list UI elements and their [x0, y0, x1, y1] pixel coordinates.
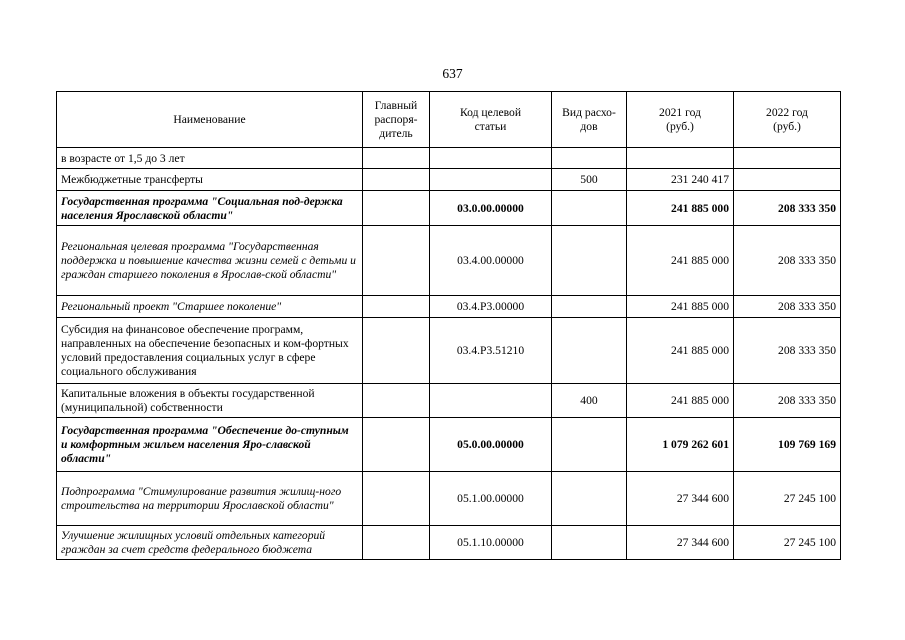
row-name-cell: Подпрограмма "Стимулирование развития жилищ-ного строительства на территории Ярославской области": [57, 472, 363, 526]
row-name-cell: в возрасте от 1,5 до 3 лет: [57, 148, 363, 169]
row-manager-cell: [363, 226, 430, 296]
row-type-cell: [552, 148, 627, 169]
row-type-cell: [552, 226, 627, 296]
header-type: Вид расхо- дов: [552, 92, 627, 148]
row-type-cell: 400: [552, 384, 627, 418]
row-2021-cell: 241 885 000: [627, 296, 734, 318]
header-2021: 2021 год (руб.): [627, 92, 734, 148]
row-code-cell: 05.1.00.00000: [430, 472, 552, 526]
header-name: Наименование: [57, 92, 363, 148]
table-row: [57, 526, 841, 560]
row-2021-cell: 231 240 417: [627, 169, 734, 191]
row-2022-cell: 208 333 350: [734, 226, 841, 296]
row-manager-cell: [363, 384, 430, 418]
row-name-cell: Капитальные вложения в объекты государственной (муниципальной) собственности: [57, 384, 363, 418]
table-row: [57, 169, 841, 191]
row-2021-cell: 1 079 262 601: [627, 418, 734, 472]
row-manager-cell: [363, 526, 430, 560]
table-header-row: [57, 92, 841, 148]
table-body: [57, 148, 841, 560]
row-code-cell: [430, 169, 552, 191]
table-row: [57, 191, 841, 226]
row-type-cell: [552, 472, 627, 526]
row-type-cell: [552, 526, 627, 560]
row-type-cell: [552, 296, 627, 318]
row-2022-cell: 27 245 100: [734, 526, 841, 560]
row-2021-cell: 27 344 600: [627, 472, 734, 526]
table-row: [57, 384, 841, 418]
row-code-cell: [430, 148, 552, 169]
row-2021-cell: 241 885 000: [627, 226, 734, 296]
row-code-cell: 03.4.00.00000: [430, 226, 552, 296]
row-manager-cell: [363, 148, 430, 169]
header-manager: Главный распоря- дитель: [363, 92, 430, 148]
row-2022-cell: [734, 169, 841, 191]
row-2022-cell: 27 245 100: [734, 472, 841, 526]
row-code-cell: 05.0.00.00000: [430, 418, 552, 472]
budget-table: [56, 91, 841, 560]
header-2022: 2022 год (руб.): [734, 92, 841, 148]
row-code-cell: 03.0.00.00000: [430, 191, 552, 226]
row-type-cell: 500: [552, 169, 627, 191]
table-row: [57, 296, 841, 318]
header-code: Код целевой статьи: [430, 92, 552, 148]
row-code-cell: [430, 384, 552, 418]
row-2022-cell: 208 333 350: [734, 384, 841, 418]
row-2022-cell: 109 769 169: [734, 418, 841, 472]
row-2021-cell: 241 885 000: [627, 191, 734, 226]
row-code-cell: 05.1.10.00000: [430, 526, 552, 560]
row-code-cell: 03.4.P3.00000: [430, 296, 552, 318]
page-number: 637: [442, 66, 463, 81]
row-name-cell: Межбюджетные трансферты: [57, 169, 363, 191]
row-2021-cell: 241 885 000: [627, 384, 734, 418]
row-manager-cell: [363, 191, 430, 226]
row-manager-cell: [363, 169, 430, 191]
row-name-cell: Субсидия на финансовое обеспечение программ, направленных на обеспечение безопасных и ком-фортных условий предоставления социальных услуг в сфере социального обслуживания: [57, 318, 363, 384]
row-2022-cell: 208 333 350: [734, 318, 841, 384]
row-manager-cell: [363, 418, 430, 472]
table-row: [57, 318, 841, 384]
row-2022-cell: 208 333 350: [734, 296, 841, 318]
row-manager-cell: [363, 472, 430, 526]
table-row: [57, 226, 841, 296]
row-type-cell: [552, 318, 627, 384]
row-name-cell: Государственная программа "Социальная под-держка населения Ярославской области": [57, 191, 363, 226]
row-2021-cell: 241 885 000: [627, 318, 734, 384]
row-code-cell: 03.4.P3.51210: [430, 318, 552, 384]
row-2021-cell: 27 344 600: [627, 526, 734, 560]
row-type-cell: [552, 191, 627, 226]
row-name-cell: Улучшение жилищных условий отдельных категорий граждан за счет средств федерального бюджета: [57, 526, 363, 560]
table-row: [57, 418, 841, 472]
row-name-cell: Региональная целевая программа "Государственная поддержка и повышение качества жизни семей с детьми и граждан старшего поколения в Ярослав-ской области": [57, 226, 363, 296]
row-name-cell: Региональный проект "Старшее поколение": [57, 296, 363, 318]
row-manager-cell: [363, 296, 430, 318]
row-type-cell: [552, 418, 627, 472]
row-2022-cell: [734, 148, 841, 169]
row-2021-cell: [627, 148, 734, 169]
table-row: [57, 148, 841, 169]
table-row: [57, 472, 841, 526]
row-name-cell: Государственная программа "Обеспечение до-ступным и комфортным жильем населения Яро-славской области": [57, 418, 363, 472]
row-manager-cell: [363, 318, 430, 384]
row-2022-cell: 208 333 350: [734, 191, 841, 226]
